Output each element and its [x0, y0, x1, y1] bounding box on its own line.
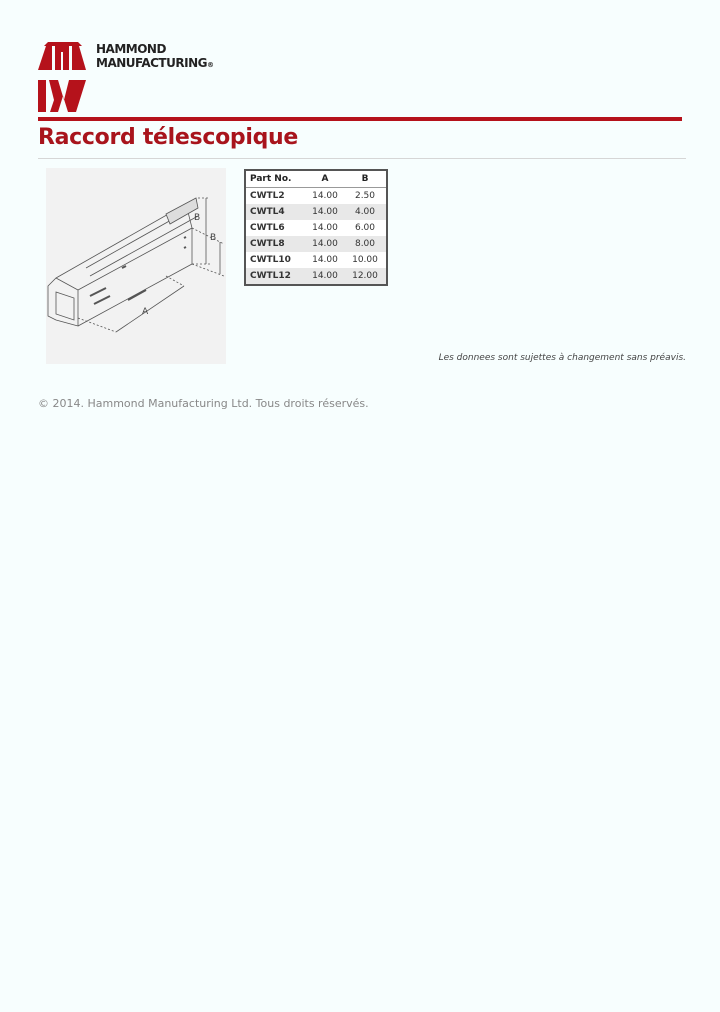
part-number: CWTL10	[250, 255, 291, 265]
value-a: 14.00	[306, 204, 344, 220]
registered-mark: ®	[206, 61, 214, 69]
parts-table	[244, 169, 388, 286]
brand-line-2: MANUFACTURING	[96, 56, 207, 70]
value-b: 4.00	[344, 204, 387, 220]
dimension-b-label: B	[194, 213, 201, 223]
part-number: CWTL6	[250, 223, 285, 233]
value-b: 2.50	[354, 191, 376, 201]
value-a: 14.00	[306, 268, 344, 285]
table-row	[245, 188, 387, 205]
part-number: CWTL12	[245, 268, 306, 285]
value-b: 6.00	[354, 223, 376, 233]
value-a: 14.00	[312, 223, 338, 233]
dimension-b2-label: B	[210, 233, 217, 243]
part-number: CWTL8	[245, 236, 306, 252]
telescopic-fitting-drawing-icon	[46, 168, 226, 364]
header-a: A	[306, 170, 344, 188]
table-row	[245, 204, 387, 220]
hammond-logo-text	[96, 42, 213, 72]
page-title: Raccord télescopique	[38, 125, 299, 150]
table-row	[245, 236, 387, 252]
header-red-rule	[38, 117, 682, 121]
value-a: 14.00	[306, 236, 344, 252]
value-b: 12.00	[344, 268, 387, 285]
dimension-a-label: A	[142, 307, 149, 317]
hammond-logo	[38, 42, 228, 114]
part-number: CWTL4	[245, 204, 306, 220]
brand-line-1: HAMMOND	[96, 42, 166, 56]
value-b: 10.00	[352, 255, 378, 265]
product-drawing	[46, 168, 226, 364]
part-number: CWTL2	[250, 191, 285, 201]
hammond-logo-mark-icon	[38, 42, 88, 112]
value-a: 14.00	[312, 191, 338, 201]
title-divider	[38, 158, 686, 159]
value-b: 8.00	[344, 236, 387, 252]
value-a: 14.00	[312, 255, 338, 265]
parts-table-header-row	[245, 170, 387, 188]
table-row	[245, 220, 387, 236]
table-row	[245, 268, 387, 285]
disclaimer-note: Les donnees sont sujettes à changement sans préavis.	[438, 353, 686, 363]
copyright-footer: © 2014. Hammond Manufacturing Ltd. Tous droits réservés.	[38, 397, 369, 410]
header-b: B	[344, 170, 387, 188]
header-part-no: Part No.	[245, 170, 306, 188]
table-row	[245, 252, 387, 268]
